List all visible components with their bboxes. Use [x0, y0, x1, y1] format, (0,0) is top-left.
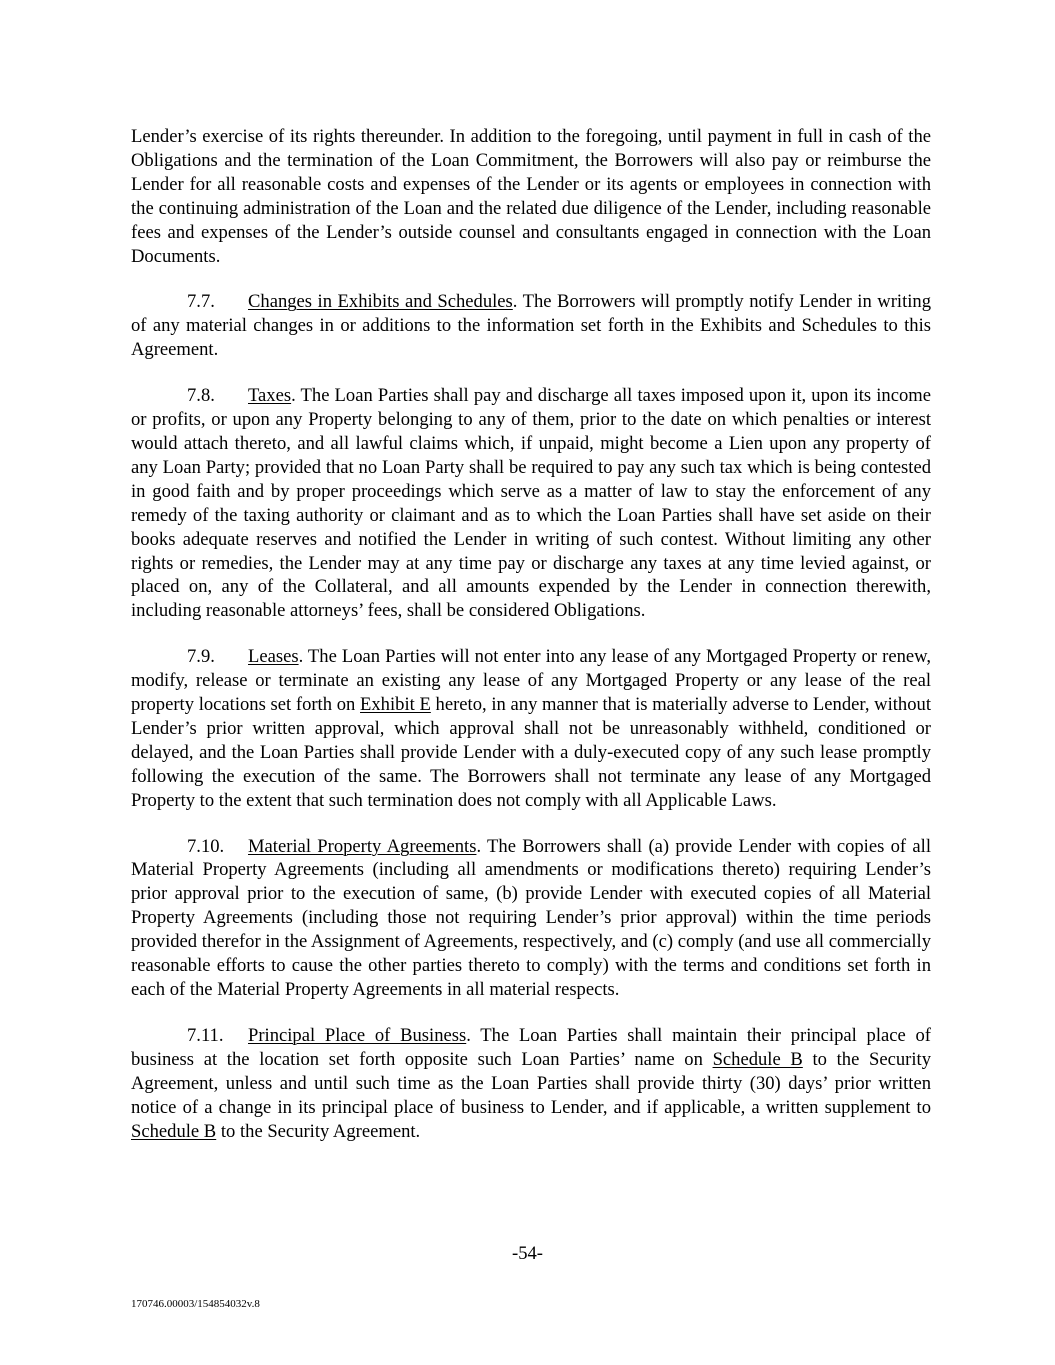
section-heading: Material Property Agreements [248, 835, 477, 857]
section-text-end: to the Security Agreement. [216, 1120, 421, 1142]
section-text-continued: to the Security Agreement, unless and until such time as the Loan Parties shall provide thirty (30) days’ prior written notice of a change in its principal place of business to Lender, and if applicable, a written supplement to [131, 1048, 931, 1118]
section-heading: Principal Place of Business [248, 1024, 467, 1046]
section-text: . The Borrowers will promptly notify Lender in writing of any material changes in or additions to the information set forth in the Exhibits and Schedules to this Agreement. [131, 291, 931, 361]
section-number: 7.9. [187, 646, 215, 668]
schedule-b-reference: Schedule B [712, 1048, 803, 1070]
document-id-footer: 170746.00003/154854032v.8 [131, 1298, 260, 1310]
section-text: . The Borrowers shall (a) provide Lender with copies of all Material Property Agreements (including all amendments or modifications thereto) requiring Lender’s prior approval prior to the execution of same, (b) provide Lender with executed copies of all Material Property Agreements (including those not requiring Lender’s prior approval) within the time periods provided therefor in the Assignment of Agreements, respectively, and (c) comply (and use all commercially reasonable efforts to cause the other parties thereto to comply) with the terms and conditions set forth in each of the Material Property Agreements in all material respects. [131, 835, 931, 1000]
section-text-continued: hereto, in any manner that is materially adverse to Lender, without Lender’s prior written approval, which approval shall not be unreasonably withheld, conditioned or delayed, and the Loan Parties shall provide Lender with a duly-executed copy of any such lease promptly following the execution of the same. The Borrowers shall not terminate any lease of any Mortgaged Property to the extent that such termination does not comply with all Applicable Laws. [131, 694, 931, 811]
section-7-10 [131, 835, 931, 1002]
section-number: 7.10. [187, 835, 225, 857]
section-heading: Leases [248, 646, 299, 668]
section-7-11 [131, 1024, 931, 1144]
exhibit-e-reference: Exhibit E [360, 694, 431, 716]
section-number: 7.8. [187, 385, 215, 407]
section-number: 7.7. [187, 291, 215, 313]
section-text: . The Loan Parties shall maintain their principal place of business at the location set forth opposite such Loan Parties’ name on [131, 1024, 931, 1070]
page-number: -54- [512, 1243, 543, 1264]
section-7-9 [131, 645, 931, 812]
continuation-paragraph: Lender’s exercise of its rights thereunder. In addition to the foregoing, until payment in full in cash of the Obligations and the termination of the Loan Commitment, the Borrowers will also pay or reimburse the Lender for all reasonable costs and expenses of the Lender or its agents or employees in connection with the continuing administration of the Loan and the related due diligence of the Lender, including reasonable fees and expenses of the Lender’s outside counsel and consultants engaged in connection with the Loan Documents. [131, 126, 931, 267]
section-7-7 [131, 290, 931, 362]
section-heading: Taxes [248, 385, 292, 407]
document-body [131, 125, 931, 1165]
section-7-8 [131, 384, 931, 623]
section-heading: Changes in Exhibits and Schedules [248, 291, 513, 313]
section-text: . The Loan Parties will not enter into any lease of any Mortgaged Property or renew, modify, release or terminate an existing any lease of any Mortgaged Property or any lease of the real property locations set forth on [131, 646, 931, 716]
section-number: 7.11. [187, 1024, 224, 1046]
section-text: . The Loan Parties shall pay and discharge all taxes imposed upon it, upon its income or profits, or upon any Property belonging to any of them, prior to the date on which penalties or interest would attach thereto, and all lawful claims which, if unpaid, might become a Lien upon any property of any Loan Party; provided that no Loan Party shall be required to pay any such tax which is being contested in good faith and by proper proceedings which serve as a matter of law to stay the enforcement of any remedy of the taxing authority or claimant and as to which the Loan Parties shall have set aside on their books adequate reserves and notified the Lender in writing of such contest. Without limiting any other rights or remedies, the Lender may at any time pay or discharge any taxes at any time levied against, or placed on, any of the Collateral, and all amounts expended by the Lender in connection therewith, including reasonable attorneys’ fees, shall be considered Obligations. [131, 385, 931, 622]
schedule-b-reference: Schedule B [131, 1120, 217, 1142]
